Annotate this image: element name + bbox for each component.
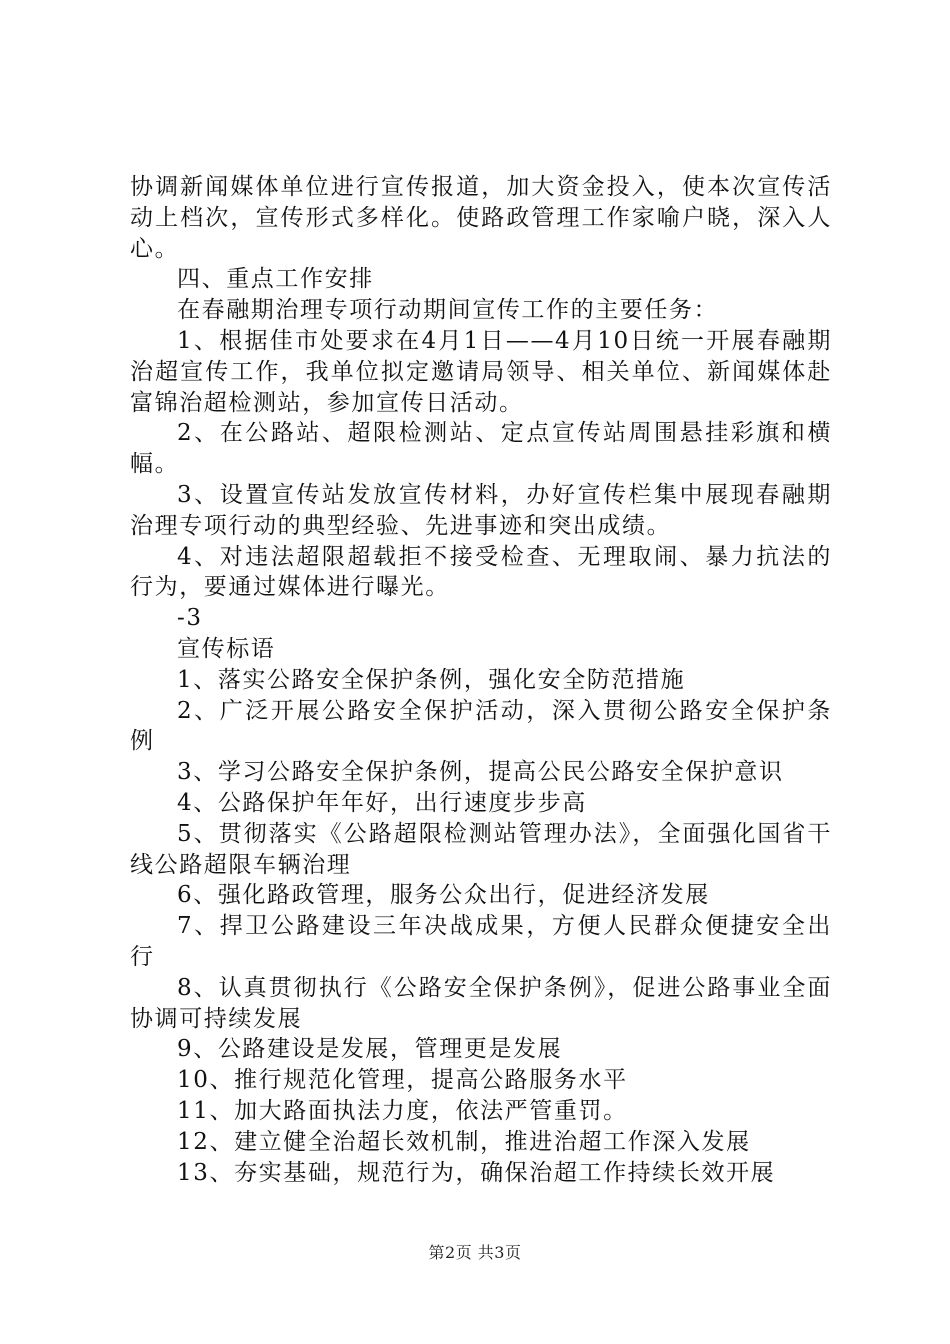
slogan-item: 12、建立健全治超长效机制，推进治超工作深入发展 [177, 1128, 751, 1155]
slogan-item: 2、广泛开展公路安全保护活动，深入贯彻公路安全保护条例 [130, 697, 832, 755]
slogan-item: 11、加大路面执法力度，依法严管重罚。 [177, 1097, 628, 1124]
document-body [130, 172, 832, 1188]
slogan-item: 3、学习公路安全保护条例，提高公民公路安全保护意识 [177, 759, 784, 786]
slogan-item: 10、推行规范化管理，提高公路服务水平 [177, 1067, 628, 1094]
page-marker: -3 [177, 605, 203, 632]
slogan-item: 6、强化路政管理，服务公众出行，促进经济发展 [177, 882, 710, 909]
page-footer: 第2页 共3页 [428, 1243, 522, 1262]
list-item: 3、设置宣传站发放宣传材料，办好宣传栏集中展现春融期治理专项行动的典型经验、先进事迹和突出成绩。 [130, 481, 832, 539]
slogan-item: 1、落实公路安全保护条例，强化安全防范措施 [177, 666, 686, 693]
slogan-item: 9、公路建设是发展，管理更是发展 [177, 1036, 563, 1063]
list-item: 4、对违法超限超载拒不接受检查、无理取闹、暴力抗法的行为，要通过媒体进行曝光。 [130, 543, 832, 601]
slogan-item: 4、公路保护年年好，出行速度步步高 [177, 789, 587, 816]
list-item: 1、根据佳市处要求在4月1日——4月10日统一开展春融期治超宣传工作，我单位拟定邀请局领导、相关单位、新闻媒体赴富锦治超检测站，参加宣传日活动。 [130, 327, 832, 416]
slogan-item: 7、捍卫公路建设三年决战成果，方便人民群众便捷安全出行 [130, 913, 832, 970]
section-heading: 宣传标语 [177, 635, 276, 662]
list-item: 2、在公路站、超限检测站、定点宣传站周围悬挂彩旗和横幅。 [130, 420, 832, 478]
paragraph: 在春融期治理专项行动期间宣传工作的主要任务： [177, 297, 719, 324]
paragraph: 协调新闻媒体单位进行宣传报道，加大资金投入，使本次宣传活动上档次，宣传形式多样化。使路政管理工作家喻户晓，深入人心。 [130, 174, 832, 262]
section-heading: 四、重点工作安排 [177, 266, 374, 293]
slogan-item: 13、夯实基础，规范行为，确保治超工作持续长效开展 [177, 1159, 776, 1186]
slogan-item: 8、认真贯彻执行《公路安全保护条例》，促进公路事业全面协调可持续发展 [130, 974, 832, 1032]
slogan-item: 5、贯彻落实《公路超限检测站管理办法》，全面强化国省干线公路超限车辆治理 [130, 820, 832, 878]
